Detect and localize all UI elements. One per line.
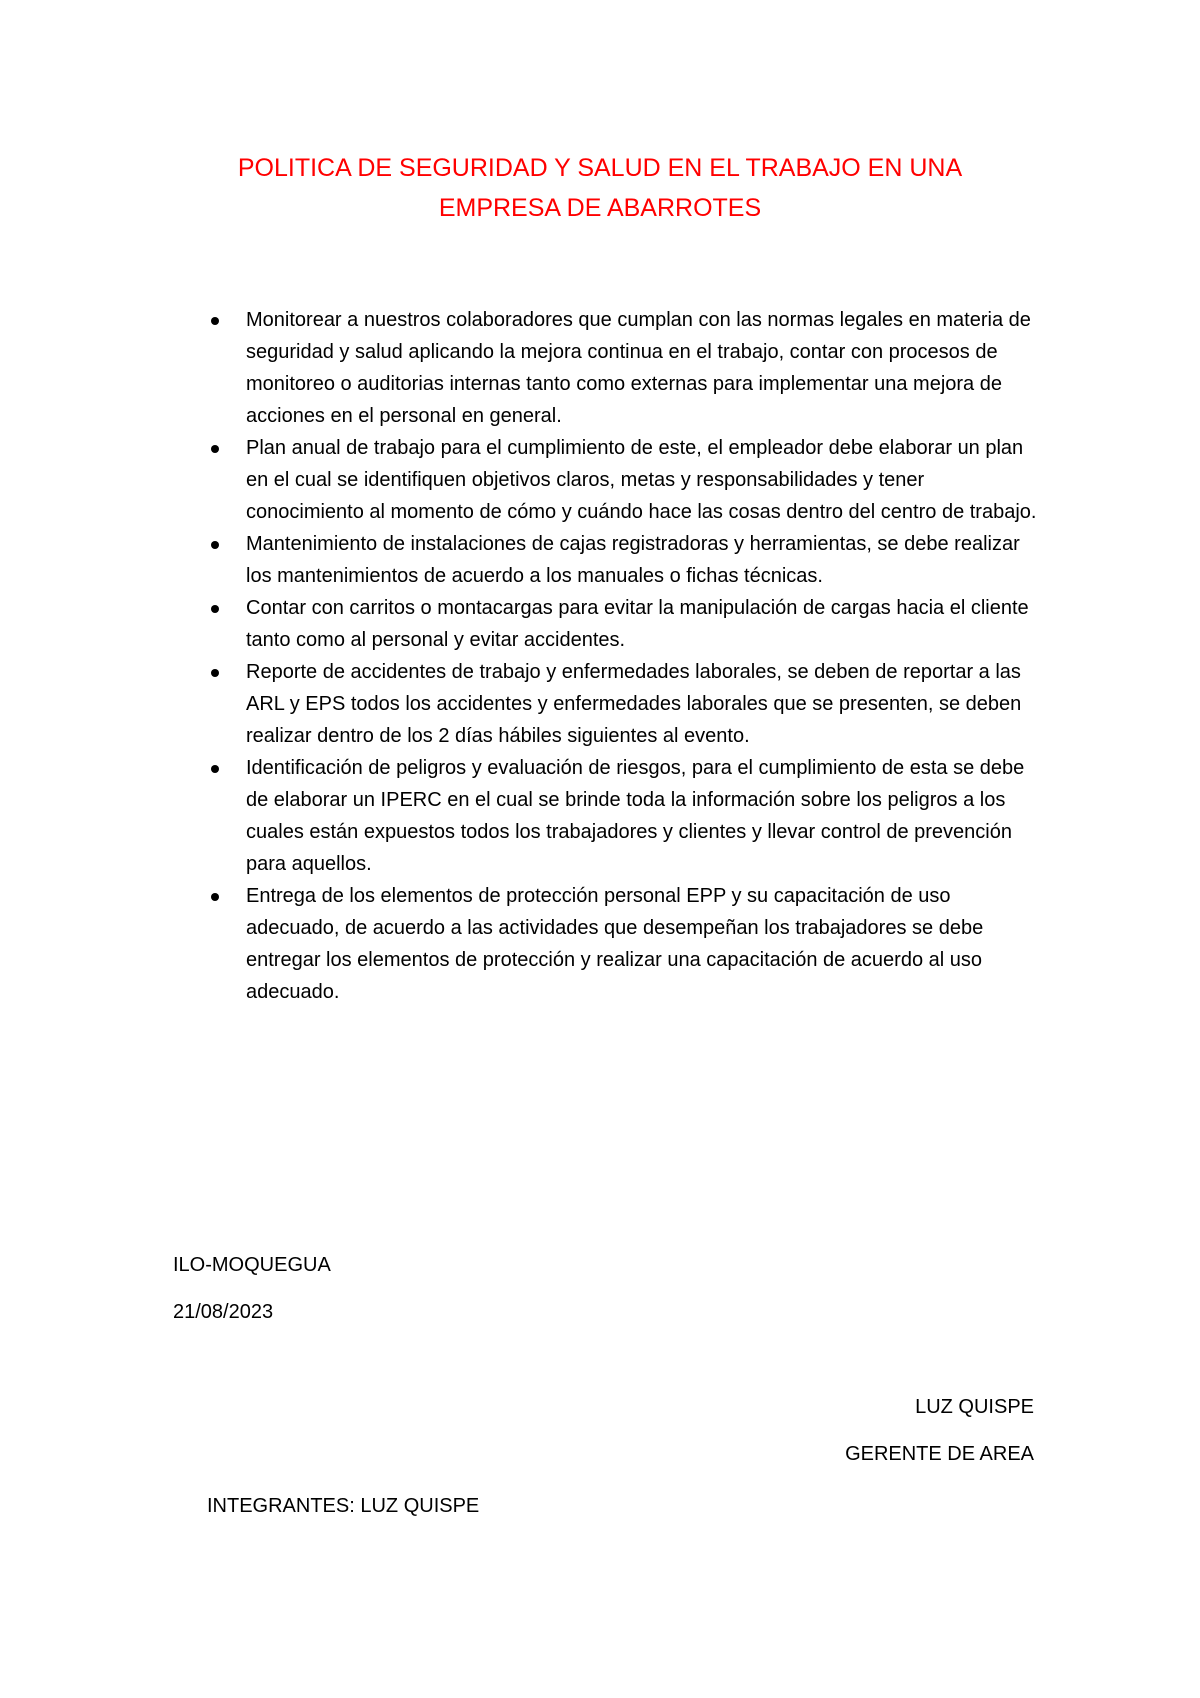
bullet-icon [211, 541, 219, 549]
members-text: INTEGRANTES: LUZ QUISPE [207, 1495, 480, 1517]
bullet-icon [211, 765, 219, 773]
bullet-icon [211, 317, 219, 325]
policy-item-text: Mantenimiento de instalaciones de cajas registradoras y herramientas, se debe realizar los mantenimientos de acuerdo a los manuales o fichas técnicas. [246, 533, 1020, 587]
bullet-icon [211, 669, 219, 677]
policy-item-text: Entrega de los elementos de protección personal EPP y su capacitación de uso adecuado, de acuerdo a las actividades que desempeñan los trabajadores se debe entregar los elementos de protección y realizar una capacitación de acuerdo al uso adecuado. [246, 885, 984, 1003]
policy-item [246, 528, 1046, 592]
bullet-icon [211, 605, 219, 613]
bullet-icon [211, 445, 219, 453]
document-title [200, 148, 1000, 228]
document-title-line-1: POLITICA DE SEGURIDAD Y SALUD EN EL TRABAJO EN UNA [237, 154, 963, 182]
policy-item [246, 304, 1046, 432]
policy-item [246, 752, 1046, 880]
location-text: ILO-MOQUEGUA [173, 1254, 331, 1276]
signer-role: GERENTE DE AREA [845, 1443, 1034, 1465]
policy-item [246, 592, 1046, 656]
policy-item-text: Reporte de accidentes de trabajo y enfermedades laborales, se deben de reportar a las ARL y EPS todos los accidentes y enfermedades laborales que se presenten, se deben realizar dentro de los 2 días hábiles siguientes al evento. [246, 661, 1022, 747]
policy-item-text: Monitorear a nuestros colaboradores que cumplan con las normas legales en materia de seguridad y salud aplicando la mejora continua en el trabajo, contar con procesos de monitoreo o auditorias internas tanto como externas para implementar una mejora de acciones en el personal en general. [246, 309, 1031, 427]
policy-item-text: Identificación de peligros y evaluación de riesgos, para el cumplimiento de esta se debe de elaborar un IPERC en el cual se brinde toda la información sobre los peligros a los cuales están expuestos todos los trabajadores y clientes y llevar control de prevención para aquellos. [246, 757, 1025, 875]
policy-list [246, 304, 1046, 1008]
policy-item-text: Plan anual de trabajo para el cumplimiento de este, el empleador debe elaborar un plan en el cual se identifiquen objetivos claros, metas y responsabilidades y tener conocimiento al momento de cómo y cuándo hace las cosas dentro del centro de trabajo. [246, 437, 1037, 523]
policy-item [246, 656, 1046, 752]
bullet-icon [211, 893, 219, 901]
document-title-line-2: EMPRESA DE ABARROTES [438, 194, 762, 222]
signer-name: LUZ QUISPE [915, 1396, 1034, 1418]
policy-item [246, 432, 1046, 528]
policy-item-text: Contar con carritos o montacargas para evitar la manipulación de cargas hacia el cliente tanto como al personal y evitar accidentes. [246, 597, 1029, 651]
date-text: 21/08/2023 [173, 1301, 274, 1323]
policy-item [246, 880, 1046, 1008]
